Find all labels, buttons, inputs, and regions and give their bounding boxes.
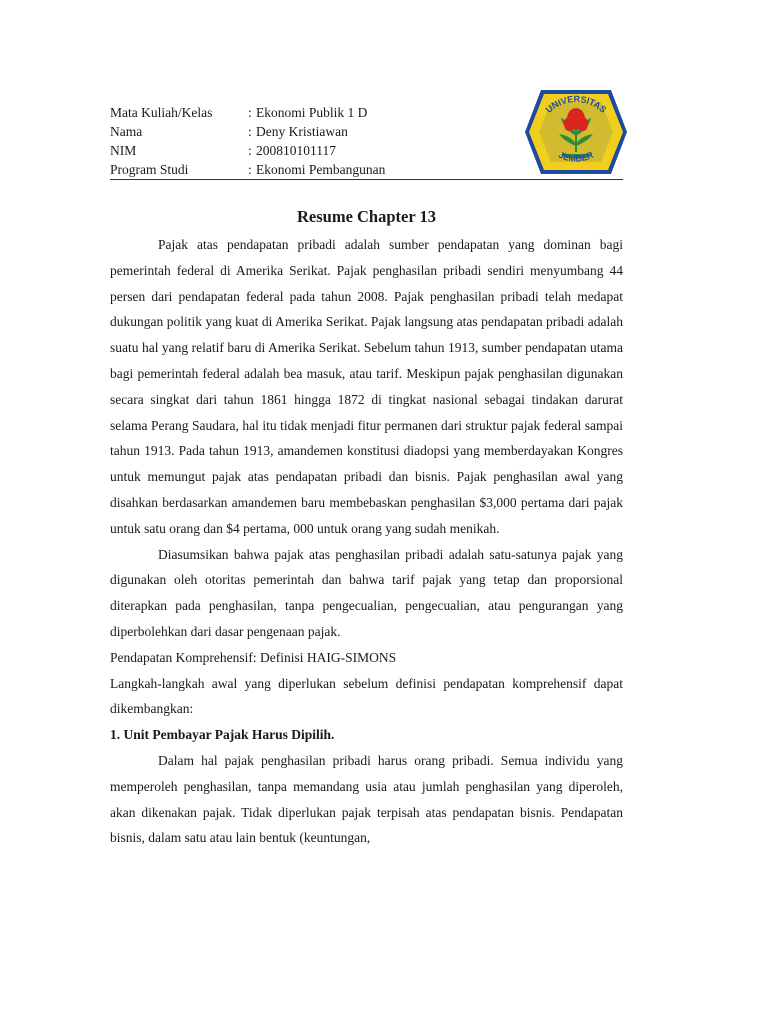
info-label: Program Studi	[110, 162, 189, 177]
logo-top-text: UNIVERSITAS	[543, 93, 609, 115]
header-divider	[110, 179, 623, 180]
info-separator: :	[248, 124, 252, 139]
info-value: 200810101117	[256, 143, 336, 158]
paragraph: Pajak atas pendapatan pribadi adalah sumber pendapatan yang dominan bagi pemerintah federal di Amerika Serikat. Pajak penghasilan pribadi sendiri menyumbang 44 persen dari pendapatan federal pada tahun 2008. Pajak penghasilan pribadi telah medapat dukungan politik yang kuat di Amerika Serikat. Pajak langsung atas pendapatan pribadi adalah suatu hal yang relatif baru di Amerika Serikat. Sebelum tahun 1913, sumber pendapatan utama bagi pemerintah federal adalah bea masuk, atau tarif. Meskipun pajak penghasilan digunakan secara singkat dari tahun 1861 hingga 1872 di tingkat nasional sebagai tindakan darurat selama Perang Saudara, hal itu tidak menjadi fitur permanen dari struktur pajak federal sampai tahun 1913. Pada tahun 1913, amandemen konstitusi diadopsi yang memberdayakan Kongres untuk memungut pajak atas pendapatan pribadi dan bisnis. Pajak penghasilan awal yang disahkan berdasarkan amandemen baru membebaskan penghasilan $3,000 pertama dari pajak untuk satu orang dan $4 pertama, 000 untuk orang yang sudah menikah.	[110, 237, 623, 536]
info-value: Deny Kristiawan	[256, 124, 348, 139]
paragraph: Langkah-langkah awal yang diperlukan sebelum definisi pendapatan komprehensif dapat dikembangkan:	[110, 675, 623, 717]
section-heading: 1. Unit Pembayar Pajak Harus Dipilih.	[110, 727, 335, 743]
info-label: NIM	[110, 143, 137, 158]
info-row-name	[110, 122, 385, 141]
info-row-course	[110, 103, 385, 122]
document-body	[110, 232, 623, 851]
university-logo	[523, 88, 629, 176]
info-separator: :	[248, 105, 252, 120]
page-title: Resume Chapter 13	[296, 207, 437, 226]
paragraph: Diasumsikan bahwa pajak atas penghasilan pribadi adalah satu-satunya pajak yang digunakan oleh otoritas pemerintah dan bahwa tarif pajak yang tetap dan proporsional diterapkan pada penghasilan, tanpa pengecualian, pengecualian, atau pengurangan yang diperbolehkan dari dasar pengenaan pajak.	[110, 546, 623, 639]
info-row-nim	[110, 141, 385, 160]
info-label: Nama	[110, 124, 143, 139]
info-value: Ekonomi Publik 1 D	[256, 105, 368, 120]
paragraph: Dalam hal pajak penghasilan pribadi harus orang pribadi. Semua individu yang memperoleh penghasilan, tanpa memandang usia atau jumlah penghasilan yang diperoleh, akan dikenakan pajak. Tidak diperlukan pajak terpisah atas pendapatan bisnis. Pendapatan bisnis, dalam satu atau lain bentuk (keuntungan,	[110, 752, 623, 846]
info-separator: :	[248, 143, 252, 158]
student-info	[110, 103, 385, 179]
info-separator: :	[248, 162, 252, 177]
info-label: Mata Kuliah/Kelas	[110, 105, 213, 120]
info-row-program	[110, 160, 385, 179]
subheading: Pendapatan Komprehensif: Definisi HAIG-SIMONS	[110, 649, 397, 665]
logo-bottom-text: JEMBER	[557, 149, 595, 164]
info-value: Ekonomi Pembangunan	[256, 162, 386, 177]
